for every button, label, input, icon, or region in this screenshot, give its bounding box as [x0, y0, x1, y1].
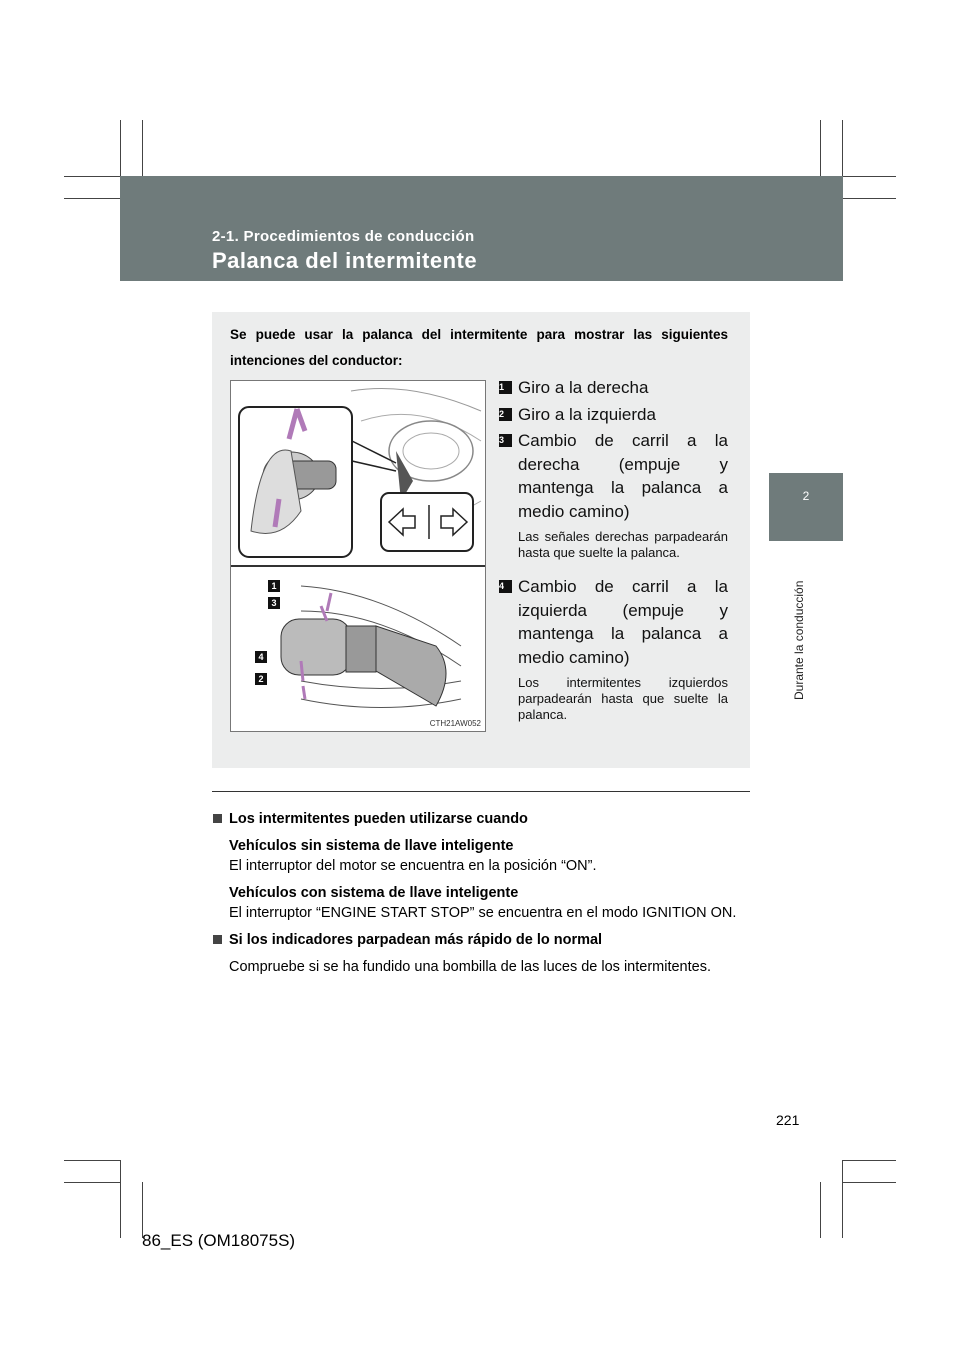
crop-mark — [843, 198, 896, 199]
crop-mark — [142, 1182, 143, 1238]
illustration-svg — [231, 381, 485, 731]
item-text: Giro a la izquierda — [518, 404, 656, 424]
note-subheading: Vehículos con sistema de llave inteligente — [229, 885, 519, 901]
crop-mark — [120, 1160, 121, 1238]
crop-mark — [64, 198, 120, 199]
footer-code: 86_ES (OM18075S) — [142, 1231, 296, 1250]
note-body: El interruptor “ENGINE START STOP” se encuentra en el modo IGNITION ON. — [229, 905, 737, 921]
crop-mark — [842, 120, 843, 176]
crop-mark — [64, 176, 120, 177]
intro-text: Se puede usar la palanca del intermitente para mostrar las siguientes intenciones del conductor: — [230, 327, 728, 368]
item-text: Cambio de carril a la izquierda (empuje y mantenga la palanca a medio camino) — [518, 577, 728, 667]
item-note: Los intermitentes izquierdos parpadearán hasta que suelte la palanca. — [518, 675, 728, 722]
item-text: Giro a la derecha — [518, 378, 649, 397]
callout-2: 2 — [255, 673, 267, 685]
note-heading: Los intermitentes pueden utilizarse cuando — [212, 809, 750, 829]
note-body: El interruptor del motor se encuentra en la posición “ON”. — [229, 858, 597, 874]
chapter-label-text: Durante la conducción — [792, 580, 806, 700]
turn-signal-illustration — [230, 380, 486, 732]
crop-mark — [142, 120, 143, 176]
callout-1: 1 — [268, 580, 280, 592]
crop-mark — [820, 120, 821, 176]
item-number: 4 — [499, 580, 512, 593]
chapter-tab — [769, 473, 843, 541]
list-item — [499, 403, 728, 427]
crop-mark — [64, 1182, 120, 1183]
crop-mark — [843, 176, 896, 177]
note-body: Compruebe si se ha fundido una bombilla de las luces de los intermitentes. — [229, 959, 711, 975]
divider — [212, 791, 750, 792]
list-item — [499, 376, 728, 400]
item-text: Cambio de carril a la derecha (empuje y mantenga la palanca a medio camino) — [518, 431, 728, 521]
crop-mark — [843, 1182, 896, 1183]
list-item — [499, 429, 728, 523]
figure-code: CTH21AW052 — [429, 719, 481, 728]
callout-4: 4 — [255, 651, 267, 663]
crop-mark — [843, 1160, 896, 1161]
note-subheading: Vehículos sin sistema de llave inteligente — [229, 838, 514, 854]
notes-section — [212, 809, 750, 984]
crop-mark — [842, 1160, 843, 1238]
section-title: 2-1. Procedimientos de conducción — [212, 228, 475, 245]
crop-mark — [64, 1160, 120, 1161]
note-heading: Si los indicadores parpadean más rápido de lo normal — [212, 930, 750, 950]
item-number: 3 — [499, 434, 512, 447]
page-number: 221 — [776, 1112, 800, 1128]
list-item — [499, 575, 728, 669]
page-title: Palanca del intermitente — [212, 248, 478, 273]
crop-mark — [820, 1182, 821, 1238]
chapter-number: 2 — [802, 489, 810, 503]
item-number: 2 — [499, 408, 512, 421]
chapter-label — [792, 550, 808, 700]
callout-3: 3 — [268, 597, 280, 609]
item-number: 1 — [499, 381, 512, 394]
item-note: Las señales derechas parpadearán hasta que suelte la palanca. — [518, 529, 728, 560]
crop-mark — [120, 120, 121, 176]
item-list — [499, 376, 728, 737]
